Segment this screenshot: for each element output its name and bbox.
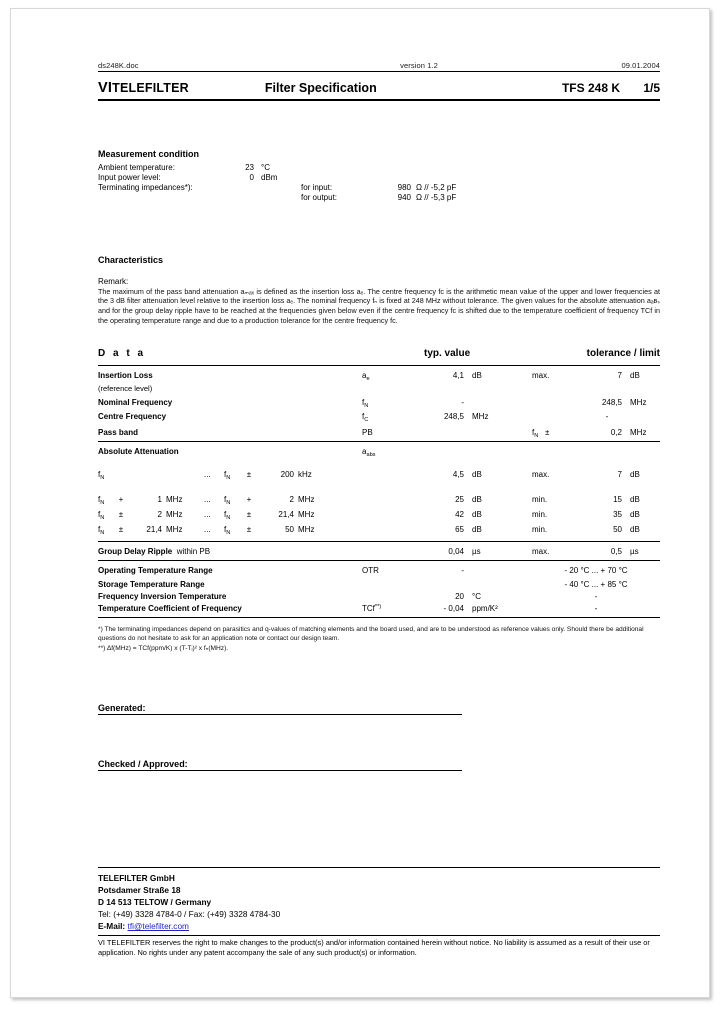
footer-email-link[interactable]: tfi@telefilter.com bbox=[127, 921, 189, 932]
specification-table bbox=[98, 348, 660, 619]
symbol-base: f bbox=[98, 510, 101, 520]
range-end-symbol bbox=[224, 465, 240, 483]
row-typ-value bbox=[418, 579, 472, 591]
measurement-value: 0 bbox=[249, 172, 254, 182]
range-end-sign: ± bbox=[246, 469, 252, 479]
symbol-subscript: N bbox=[226, 500, 231, 507]
range-end-symbol bbox=[224, 494, 240, 506]
row-typ-value: 0,04 bbox=[448, 546, 464, 556]
row-label: Centre Frequency bbox=[98, 412, 167, 422]
paper-sheet bbox=[10, 8, 710, 998]
row-label: Pass band bbox=[98, 427, 139, 437]
frequency-range bbox=[98, 487, 418, 508]
range-start-sign: ± bbox=[118, 525, 124, 535]
row-qualifier: max. bbox=[532, 370, 550, 380]
symbol-base: f bbox=[224, 510, 227, 520]
row-tolerance-value: 50 bbox=[613, 525, 622, 535]
footer-company-name: TELEFILTER GmbH bbox=[98, 873, 175, 883]
range-end-unit: MHz bbox=[298, 510, 315, 520]
row-typ-unit: dB bbox=[472, 469, 482, 479]
measurement-sublabel bbox=[301, 172, 359, 182]
table-header-row bbox=[98, 348, 660, 366]
footer-email-label: E-Mail: bbox=[98, 921, 126, 932]
symbol-base: f bbox=[224, 525, 227, 535]
generated-signature-line[interactable]: Generated: bbox=[98, 703, 462, 715]
symbol-base: f bbox=[224, 469, 227, 479]
symbol-base: a bbox=[362, 370, 367, 380]
row-qualifier: min. bbox=[532, 525, 548, 535]
symbol-subscript: C bbox=[364, 417, 369, 424]
range-end-unit: MHz bbox=[298, 525, 315, 535]
range-end-value: 50 bbox=[285, 525, 294, 535]
row-tolerance-unit: dB bbox=[630, 495, 640, 505]
footnotes-section bbox=[98, 625, 660, 653]
range-dots: ... bbox=[204, 510, 211, 520]
row-typ-unit: ppm/K² bbox=[472, 604, 498, 614]
row-typ-unit: µs bbox=[472, 546, 481, 556]
range-end-value: 2 bbox=[289, 495, 294, 505]
row-label-text: Group Delay Ripple bbox=[98, 546, 173, 556]
row-symbol bbox=[362, 603, 418, 618]
row-symbol bbox=[362, 579, 418, 591]
measurement-unit bbox=[261, 182, 301, 192]
measurement-unit: °C bbox=[261, 162, 270, 172]
footer-city: D 14 513 TELTOW / Germany bbox=[98, 897, 212, 908]
symbol-subscript: N bbox=[364, 402, 369, 409]
table-row bbox=[98, 384, 660, 393]
row-qualifier bbox=[532, 393, 584, 411]
column-header-typ: typ. value bbox=[424, 347, 471, 359]
row-symbol bbox=[362, 411, 418, 423]
row-typ-unit bbox=[472, 423, 535, 442]
row-label bbox=[98, 541, 418, 560]
measurement-value bbox=[220, 182, 261, 192]
row-typ-value bbox=[418, 423, 472, 442]
symbol-base: a bbox=[362, 446, 367, 456]
qualifier-subscript: N bbox=[534, 432, 539, 439]
document-version: version 1.2 bbox=[400, 61, 438, 70]
row-tolerance-value bbox=[584, 441, 630, 460]
row-typ-value: - bbox=[461, 397, 464, 407]
measurement-subvalue: 940 bbox=[397, 193, 411, 203]
row-typ-value: 42 bbox=[455, 510, 464, 520]
measurement-tail: Ω // -5,3 pF bbox=[416, 193, 457, 203]
measurement-unit bbox=[261, 193, 301, 203]
row-label: Frequency Inversion Temperature bbox=[98, 592, 227, 602]
measurement-label: Input power level: bbox=[98, 172, 161, 182]
symbol-subscript: N bbox=[100, 530, 105, 537]
range-start-value: 1 bbox=[157, 495, 162, 505]
row-typ-unit: °C bbox=[472, 592, 481, 602]
characteristics-heading: Characteristics bbox=[98, 254, 164, 265]
checked-signature-line[interactable]: Checked / Approved: bbox=[98, 759, 462, 771]
row-tolerance-unit: dB bbox=[630, 370, 640, 380]
row-qualifier: min. bbox=[532, 495, 548, 505]
table-row bbox=[98, 579, 660, 591]
characteristics-section bbox=[98, 255, 660, 326]
range-start-unit: MHz bbox=[166, 495, 183, 505]
row-typ-value: 25 bbox=[455, 495, 464, 505]
row-typ-value: - 0,04 bbox=[443, 604, 464, 614]
symbol-subscript: N bbox=[226, 515, 231, 522]
company-logo bbox=[98, 80, 189, 96]
column-header-data: D a t a bbox=[98, 347, 146, 359]
symbol-subscript: N bbox=[100, 500, 105, 507]
logo-vi-mark: VI bbox=[98, 80, 113, 96]
measurement-sublabel: for output: bbox=[301, 193, 338, 203]
row-qualifier: max. bbox=[532, 469, 550, 479]
symbol-subscript: abs bbox=[366, 451, 376, 458]
row-typ-value: 4,5 bbox=[452, 469, 464, 479]
footnote-formula: **) ∆f(MHz) = TCf(ppm/K) x (T-Tᵢ)² x fₙ(MHz). bbox=[98, 644, 229, 652]
row-qualifier bbox=[532, 411, 584, 423]
document-date: 09.01.2004 bbox=[621, 61, 660, 70]
range-dots: ... bbox=[204, 525, 211, 535]
page-footer bbox=[98, 867, 660, 959]
document-filename: ds248K.doc bbox=[98, 61, 139, 70]
row-tolerance-value: 248,5 bbox=[601, 397, 622, 407]
row-typ-unit: MHz bbox=[472, 412, 489, 422]
row-tolerance-value: 7 bbox=[617, 370, 622, 380]
row-typ-value: 65 bbox=[455, 525, 464, 535]
footer-street: Potsdamer Straße 18 bbox=[98, 885, 181, 896]
measurement-tail: Ω // -5,2 pF bbox=[416, 182, 457, 192]
range-start-sign bbox=[112, 465, 130, 483]
row-typ-value: - bbox=[461, 565, 464, 575]
measurement-condition-table bbox=[98, 162, 456, 203]
page-number: 1/5 bbox=[643, 81, 660, 95]
logo-company-name: TELEFILTER bbox=[112, 81, 189, 95]
range-end-value: 200 bbox=[280, 469, 294, 479]
symbol-footnote-marker: **) bbox=[374, 604, 382, 611]
table-row bbox=[98, 423, 660, 442]
range-start-symbol bbox=[98, 509, 112, 521]
row-symbol bbox=[362, 423, 418, 442]
row-tolerance-value: 15 bbox=[613, 495, 622, 505]
table-row bbox=[98, 441, 660, 460]
row-qualifier: max. bbox=[532, 546, 550, 556]
column-header-tolerance: tolerance / limit bbox=[586, 347, 660, 359]
footer-phone: Tel: (+49) 3328 4784-0 / Fax: (+49) 3328 4784-30 bbox=[98, 909, 281, 920]
row-typ-unit: dB bbox=[472, 495, 482, 505]
footer-top-rule bbox=[98, 867, 660, 868]
row-sublabel: (reference level) bbox=[98, 383, 153, 393]
row-typ-unit bbox=[472, 441, 532, 460]
table-row bbox=[98, 411, 660, 423]
range-start-unit bbox=[166, 465, 204, 483]
row-label: Insertion Loss bbox=[98, 370, 153, 380]
symbol-base: PB bbox=[362, 427, 373, 437]
row-symbol: OTR bbox=[362, 565, 379, 575]
measurement-label bbox=[98, 193, 220, 203]
table-row bbox=[98, 365, 660, 384]
signature-section bbox=[98, 703, 660, 771]
row-typ-unit bbox=[472, 393, 532, 411]
row-tolerance-value: - bbox=[605, 412, 609, 422]
range-start-symbol bbox=[98, 465, 112, 483]
table-row bbox=[98, 522, 660, 541]
range-end-symbol bbox=[224, 524, 240, 536]
page-title: Filter Specification bbox=[264, 81, 377, 95]
running-head bbox=[98, 61, 660, 72]
range-start-symbol bbox=[98, 494, 112, 506]
row-symbol bbox=[362, 441, 418, 460]
symbol-base: f bbox=[98, 525, 101, 535]
row-spacer bbox=[362, 384, 660, 393]
range-start-symbol bbox=[98, 524, 112, 536]
symbol-subscript: N bbox=[100, 515, 105, 522]
range-end-sign: ± bbox=[246, 525, 252, 535]
symbol-base: f bbox=[98, 469, 101, 479]
symbol-subscript: e bbox=[366, 375, 370, 382]
measurement-subvalue: 980 bbox=[397, 182, 411, 192]
row-typ-value: 20 bbox=[455, 592, 464, 602]
row-tolerance-unit bbox=[630, 441, 660, 460]
row-label: Operating Temperature Range bbox=[98, 565, 213, 575]
range-end-unit: MHz bbox=[298, 495, 315, 505]
symbol-subscript: N bbox=[226, 530, 231, 537]
row-tolerance-unit bbox=[630, 411, 660, 423]
row-typ-unit: dB bbox=[472, 510, 482, 520]
row-qualifier bbox=[532, 441, 584, 460]
remark-text: The maximum of the pass band attenuation aₘₐₓ is defined as the insertion loss aₑ. The centre frequency fᴄ is the arithmetic mean value of the upper and lower frequencies at the 3 dB filter attenuation level relative to the insertion loss aₑ. The nominal frequency fₙ is fixed at 248 MHz without tolerance. The given values for the absolute attenuation aₐʙₛ and for the group delay ripple have to be reached at the frequencies given below even if the centre frequency fᴄ is shifted due to the temperature coefficient of frequency TCf in the operating temperature range and due to a production tolerance for the centre frequency fᴄ. bbox=[98, 286, 660, 325]
symbol-base: f bbox=[362, 412, 365, 422]
range-end-symbol bbox=[224, 509, 240, 521]
measurement-tail bbox=[416, 172, 456, 182]
range-start-sign: + bbox=[118, 495, 124, 505]
range-start-unit: MHz bbox=[166, 510, 183, 520]
table-row bbox=[98, 172, 456, 182]
row-typ-value: 248,5 bbox=[443, 412, 464, 422]
row-tolerance-range: - bbox=[594, 604, 598, 614]
range-start-value bbox=[130, 465, 166, 483]
range-dots: ... bbox=[204, 495, 211, 505]
range-end-sign: ± bbox=[246, 510, 252, 520]
row-qualifier: min. bbox=[532, 510, 548, 520]
page-content bbox=[98, 61, 660, 771]
table-row bbox=[98, 487, 660, 508]
measurement-value: 23 bbox=[245, 162, 254, 172]
measurement-label: Ambient temperature: bbox=[98, 162, 175, 172]
measurement-label: Terminating impedances*): bbox=[98, 182, 193, 192]
company-address bbox=[98, 872, 660, 932]
symbol-base: f bbox=[98, 495, 101, 505]
range-start-value: 2 bbox=[157, 510, 162, 520]
qualifier-sign: ± bbox=[544, 427, 550, 437]
remark-label: Remark: bbox=[98, 276, 129, 286]
row-tolerance-range: - 40 °C ... + 85 °C bbox=[564, 580, 628, 590]
range-end-sign: + bbox=[246, 495, 252, 505]
range-end-value: 21,4 bbox=[278, 510, 294, 520]
row-tolerance-unit: dB bbox=[630, 525, 640, 535]
range-dots: ... bbox=[204, 469, 211, 479]
row-qualifier bbox=[532, 423, 584, 442]
row-symbol bbox=[362, 591, 418, 603]
footnote-impedance: *) The terminating impedances depend on parasitics and q-values of matching elements and the board used, and are to be understood as reference values only. Should there be additional questions do not hesitate to ask for an application note or contact our design team. bbox=[98, 626, 644, 643]
row-typ-value bbox=[418, 441, 472, 460]
row-tolerance-value: 0,2 bbox=[610, 427, 622, 437]
symbol-subscript: N bbox=[226, 474, 231, 481]
row-tolerance-value: 35 bbox=[613, 510, 622, 520]
measurement-sublabel: for input: bbox=[301, 182, 333, 192]
range-start-sign: ± bbox=[118, 510, 124, 520]
table-row bbox=[98, 393, 660, 411]
frequency-range bbox=[98, 460, 418, 487]
symbol-subscript: N bbox=[100, 474, 105, 481]
measurement-subvalue bbox=[359, 172, 416, 182]
row-label-qualifier: within PB bbox=[176, 546, 211, 556]
table-row bbox=[98, 460, 660, 487]
table-row bbox=[98, 182, 456, 192]
title-bar bbox=[98, 72, 660, 101]
range-end-unit: kHz bbox=[298, 469, 312, 479]
row-label: Absolute Attenuation bbox=[98, 446, 179, 456]
table-row bbox=[98, 603, 660, 618]
row-symbol bbox=[362, 365, 418, 384]
frequency-range bbox=[98, 507, 418, 522]
frequency-range bbox=[98, 522, 418, 541]
row-typ-unit: dB bbox=[472, 370, 482, 380]
range-start-unit: MHz bbox=[166, 525, 183, 535]
row-tolerance-value: 0,5 bbox=[610, 546, 622, 556]
symbol-base: f bbox=[362, 397, 365, 407]
part-number: TFS 248 K bbox=[561, 81, 620, 95]
row-tolerance-range: - 20 °C ... + 70 °C bbox=[564, 565, 628, 575]
measurement-value bbox=[220, 193, 261, 203]
row-typ-unit bbox=[472, 560, 532, 579]
row-tolerance-unit: MHz bbox=[630, 397, 647, 407]
measurement-condition-section bbox=[98, 149, 660, 203]
row-typ-value: 4,1 bbox=[452, 370, 464, 380]
row-typ-unit bbox=[472, 579, 532, 591]
row-typ-unit: dB bbox=[472, 525, 482, 535]
measurement-unit: dBm bbox=[261, 172, 278, 182]
table-row bbox=[98, 507, 660, 522]
measurement-condition-heading: Measurement condition bbox=[98, 149, 200, 159]
measurement-tail bbox=[416, 162, 456, 172]
row-tolerance-range: - bbox=[594, 592, 598, 602]
table-row bbox=[98, 541, 660, 560]
legal-disclaimer: VI TELEFILTER reserves the right to make changes to the product(s) and/or information contained herein without notice. No liability is assumed as a result of their use or application. No rights under any patent accompany the sale of any such product(s) or information. bbox=[98, 935, 660, 959]
table-row bbox=[98, 193, 456, 203]
symbol-base: f bbox=[224, 495, 227, 505]
row-tolerance-unit: µs bbox=[630, 546, 639, 556]
qualifier-symbol: f bbox=[532, 427, 535, 437]
row-label: Temperature Coefficient of Frequency bbox=[98, 604, 242, 614]
row-label: Storage Temperature Range bbox=[98, 580, 205, 590]
row-tolerance-value: 7 bbox=[617, 469, 622, 479]
row-symbol bbox=[362, 393, 418, 411]
footer-email-row bbox=[98, 920, 660, 932]
table-row bbox=[98, 591, 660, 603]
table-row bbox=[98, 560, 660, 579]
row-label: Nominal Frequency bbox=[98, 397, 173, 407]
row-tolerance-unit: dB bbox=[630, 510, 640, 520]
range-start-value: 21,4 bbox=[146, 525, 162, 535]
symbol-base: TCf bbox=[362, 604, 375, 614]
row-tolerance-unit: MHz bbox=[630, 427, 647, 437]
row-tolerance-unit: dB bbox=[630, 469, 640, 479]
measurement-subvalue bbox=[359, 162, 416, 172]
measurement-sublabel bbox=[301, 162, 359, 172]
table-row bbox=[98, 162, 456, 172]
